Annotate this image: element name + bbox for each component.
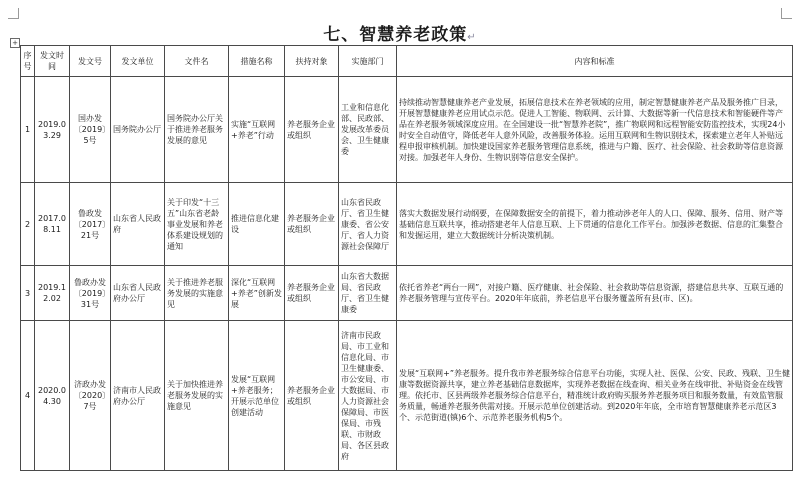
cell-doc-no: 济政办发〔2020〕7号 [70,321,111,471]
cell-doc-no: 国办发〔2019〕5号 [70,77,111,183]
cell-doc-no: 鲁政发〔2017〕21号 [70,183,111,266]
header-date: 发文时间 [35,46,70,77]
cell-content: 发展“互联网+”养老服务。提升我市养老服务综合信息平台功能，实现人社、医保、公安、民政、残联、卫生健康等数据资源共享，建立养老基础信息数据库，实现养老数据在线查询、相关业务在线审批、补贴资金在线管理。依托市、区县两级养老服务综合信息平台，精准统计政府购买服务养老服务项目和服务数量，有效监管服务质量，畅通养老服务供需对接。开展示范单位创建活动。到2020年年底，全市培育智慧健康养老示范区3个、示范街道(镇)6个、示范养老服务机构5个。 [397,321,793,471]
cell-issuer: 山东省人民政府 [111,183,165,266]
policy-table [20,45,793,471]
cell-index: 2 [21,183,35,266]
cell-measure: 深化“互联网+养老”创新发展 [229,266,285,321]
cell-target: 养老服务企业或组织 [285,321,339,471]
cell-file-name: 关于印发“十三五”山东省老龄事业发展和养老体系建设规划的通知 [165,183,229,266]
cell-target: 养老服务企业或组织 [285,183,339,266]
cell-measure: 实施“互联网+养老”行动 [229,77,285,183]
cell-issuer: 山东省人民政府办公厅 [111,266,165,321]
cell-target: 养老服务企业或组织 [285,266,339,321]
cell-target: 养老服务企业或组织 [285,77,339,183]
cell-department: 济南市民政局、市工业和信息化局、市卫生健康委、市公安局、市大数据局、市人力资源社会保障局、市医保局、市残联、市财政局、各区县政府 [339,321,397,471]
cell-measure: 推进信息化建设 [229,183,285,266]
paragraph-mark-icon: ↵ [467,32,477,43]
header-target: 扶持对象 [285,46,339,77]
cell-date: 2020.04.30 [35,321,70,471]
page-corner-mark-left [8,8,19,19]
cell-file-name: 关于推进养老服务发展的实施意见 [165,266,229,321]
table-move-handle-icon[interactable]: + [10,38,20,48]
page-corner-mark-right [781,8,792,19]
cell-index: 4 [21,321,35,471]
cell-file-name: 国务院办公厅关于推进养老服务发展的意见 [165,77,229,183]
cell-measure: 发展“互联网+养老服务；开展示范单位创建活动 [229,321,285,471]
table-row [21,77,793,183]
cell-content: 持续推动智慧健康养老产业发展，拓展信息技术在养老领域的应用，制定智慧健康养老产品及服务推广目录，开展智慧健康养老应用试点示范。促进人工智能、物联网、云计算、大数据等新一代信息技术和智能硬件等产品在养老服务领域深度应用。在全国建设一批“智慧养老院”，推广物联网和远程智能安防监控技术，实现24小时安全自动值守，降低老年人意外风险，改善服务体验。运用互联网和生物识别技术，探索建立老年人补贴远程申报审核机制。加快建设国家养老服务管理信息系统，推进与户籍、医疗、社会保险、社会救助等信息资源对接。加强老年人身份、生物识别等信息安全保护。 [397,77,793,183]
cell-index: 3 [21,266,35,321]
cell-file-name: 关于加快推进养老服务发展的实施意见 [165,321,229,471]
header-issuer: 发文单位 [111,46,165,77]
cell-issuer: 济南市人民政府办公厅 [111,321,165,471]
header-content: 内容和标准 [397,46,793,77]
cell-department: 山东省民政厅、省卫生健康委、省公安厅、省人力资源社会保障厅 [339,183,397,266]
cell-doc-no: 鲁政办发〔2019〕31号 [70,266,111,321]
cell-department: 山东省大数据局、省民政厅、省卫生健康委 [339,266,397,321]
cell-date: 2017.08.11 [35,183,70,266]
header-index: 序号 [21,46,35,77]
table-row [21,266,793,321]
cell-index: 1 [21,77,35,183]
cell-content: 依托省养老“两台一网”，对接户籍、医疗健康、社会保险、社会救助等信息资源，搭建信息共享、互联互通的养老服务管理与宣传平台。2020年年底前，养老信息平台服务覆盖所有县(市、区)。 [397,266,793,321]
cell-date: 2019.12.02 [35,266,70,321]
header-doc-no: 发文号 [70,46,111,77]
table-row [21,321,793,471]
cell-issuer: 国务院办公厅 [111,77,165,183]
header-file-name: 文件名 [165,46,229,77]
page-title-text: 七、智慧养老政策 [323,25,468,45]
cell-department: 工业和信息化部、民政部、发展改革委员会、卫生健康委 [339,77,397,183]
table-row [21,183,793,266]
header-measure: 措施名称 [229,46,285,77]
header-department: 实施部门 [339,46,397,77]
table-header-row [21,46,793,77]
cell-date: 2019.03.29 [35,77,70,183]
page-title [0,20,800,45]
cell-content: 落实大数据发展行动纲要，在保障数据安全的前提下，着力推动涉老年人的人口、保障、服务、信用、财产等基础信息互联共享，推动搭建老年人信息互联、上下贯通的信息化工作平台。加强涉老数据、信息的汇集整合和发掘运用，建立大数据统计分析决策机制。 [397,183,793,266]
